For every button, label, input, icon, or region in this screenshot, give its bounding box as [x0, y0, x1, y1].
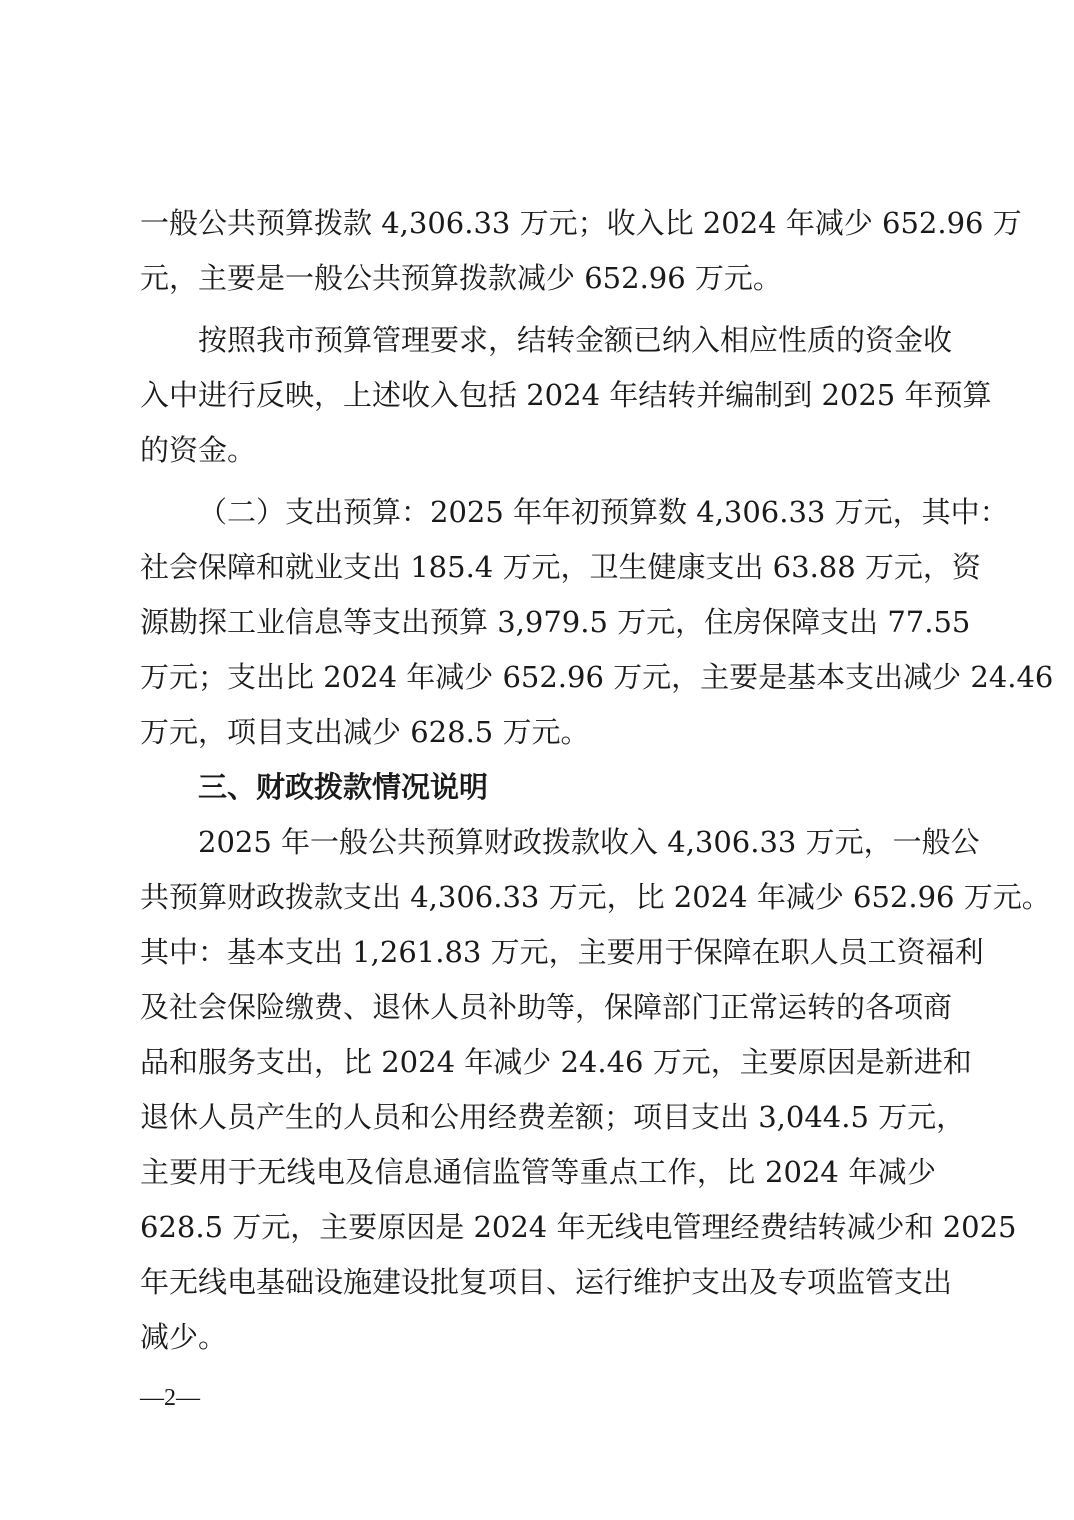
text-line: 万元；支出比 2024 年减少 652.96 万元，主要是基本支出减少 24.46	[140, 660, 1054, 694]
text-line: 的资金。	[140, 433, 257, 467]
text-line: 其中：基本支出 1,261.83 万元，主要用于保障在职人员工资福利	[140, 935, 984, 969]
text-line: 减少。	[140, 1320, 228, 1354]
page-number: —2—	[140, 1385, 200, 1411]
text-line: 万元，项目支出减少 628.5 万元。	[140, 715, 590, 749]
text-line: 及社会保险缴费、退休人员补助等，保障部门正常运转的各项商	[140, 990, 953, 1024]
text-line: 主要用于无线电及信息通信监管等重点工作，比 2024 年减少	[140, 1155, 936, 1189]
text-line: 2025 年一般公共预算财政拨款收入 4,306.33 万元，一般公	[198, 825, 980, 859]
text-line: 628.5 万元，主要原因是 2024 年无线电管理经费结转减少和 2025	[140, 1210, 1017, 1244]
body-text	[140, 196, 1054, 1365]
text-line: 元，主要是一般公共预算拨款减少 652.96 万元。	[140, 261, 782, 295]
text-line: 品和服务支出，比 2024 年减少 24.46 万元，主要原因是新进和	[140, 1045, 972, 1079]
text-line: （二）支出预算：2025 年年初预算数 4,306.33 万元，其中：	[198, 495, 1009, 529]
text-line: 源勘探工业信息等支出预算 3,979.5 万元，住房保障支出 77.55	[140, 605, 971, 639]
section-heading: 三、财政拨款情况说明	[198, 770, 489, 804]
text-line: 社会保障和就业支出 185.4 万元，卫生健康支出 63.88 万元，资	[140, 550, 981, 584]
text-line: 共预算财政拨款支出 4,306.33 万元，比 2024 年减少 652.96 万元。	[140, 880, 1051, 914]
text-line: 年无线电基础设施建设批复项目、运行维护支出及专项监管支出	[140, 1265, 953, 1299]
text-line: 退休人员产生的人员和公用经费差额；项目支出 3,044.5 万元，	[140, 1100, 966, 1134]
text-line: 入中进行反映，上述收入包括 2024 年结转并编制到 2025 年预算	[140, 378, 992, 412]
text-line: 一般公共预算拨款 4,306.33 万元；收入比 2024 年减少 652.96 万	[140, 206, 1022, 240]
text-line: 按照我市预算管理要求，结转金额已纳入相应性质的资金收	[198, 323, 953, 357]
